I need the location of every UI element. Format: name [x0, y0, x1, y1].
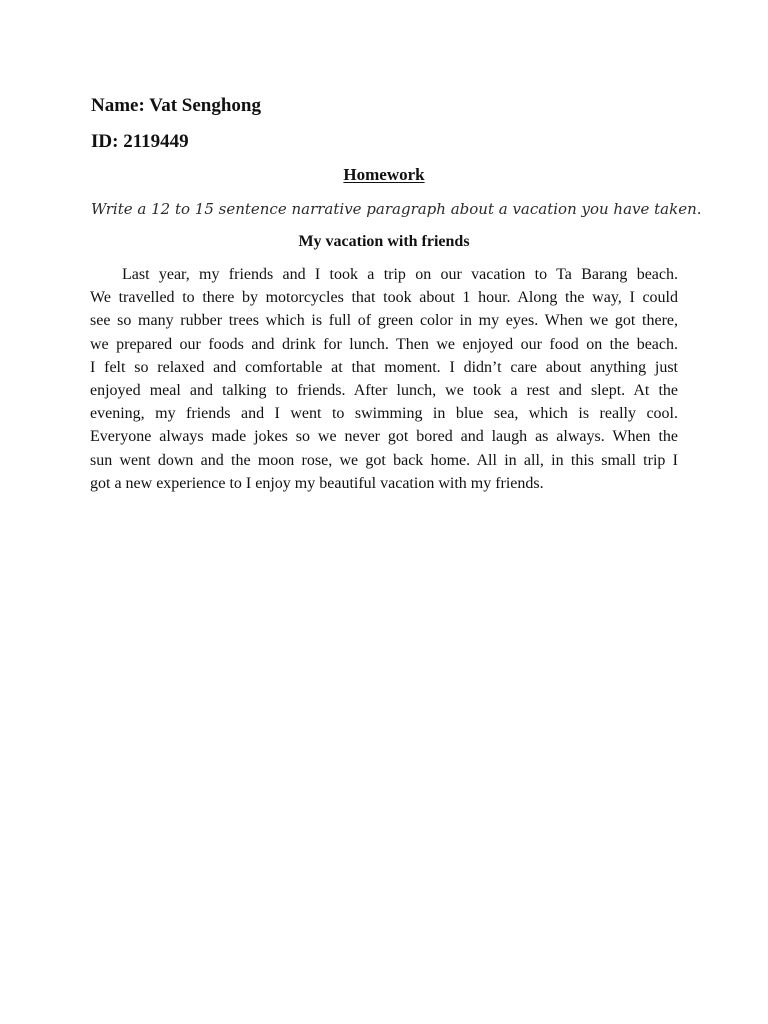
essay-line: evening, my friends and I went to swimming in blue sea, which is really cool. [90, 405, 678, 423]
essay-line: see so many rubber trees which is full of green color in my eyes. When we got there, [90, 312, 678, 330]
essay-line: Everyone always made jokes so we never got bored and laugh as always. When the [90, 428, 678, 446]
essay-line: enjoyed meal and talking to friends. After lunch, we took a rest and slept. At the [90, 382, 678, 400]
assignment-instruction: Write a 12 to 15 sentence narrative paragraph about a vacation you have taken. [91, 200, 702, 218]
essay-line: We travelled to there by motorcycles that took about 1 hour. Along the way, I could [90, 289, 678, 307]
student-id: ID: 2119449 [91, 131, 189, 152]
essay-line: sun went down and the moon rose, we got back home. All in all, in this small trip I [90, 451, 678, 469]
essay-line: Last year, my friends and I took a trip on our vacation to Ta Barang beach. [122, 266, 678, 283]
essay-line: got a new experience to I enjoy my beautiful vacation with my friends. [90, 474, 544, 492]
essay-title: My vacation with friends [298, 233, 470, 250]
essay-line: we prepared our foods and drink for lunch. Then we enjoyed our food on the beach. [90, 335, 678, 353]
student-name: Name: Vat Senghong [91, 95, 261, 116]
essay-line: I felt so relaxed and comfortable at that moment. I didn’t care about anything just [90, 358, 678, 376]
essay-paragraph [90, 263, 678, 495]
homework-heading-text: Homework [343, 165, 425, 184]
homework-heading [0, 163, 768, 187]
